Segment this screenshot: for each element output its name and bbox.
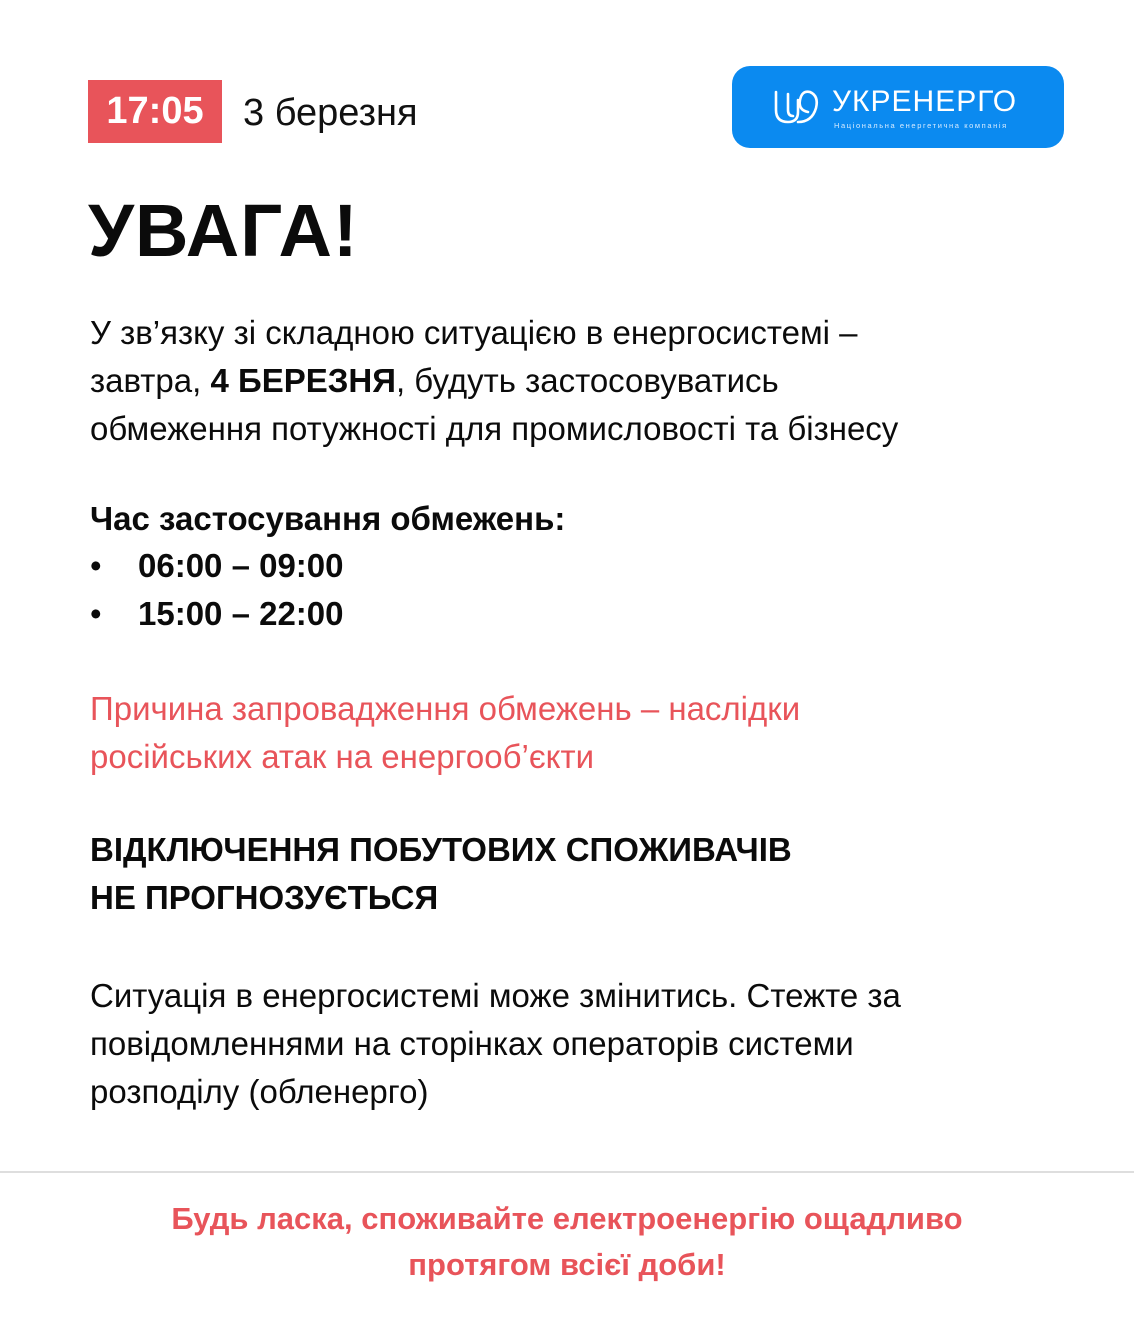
intro-line-2-post: , будуть застосовуватись (395, 362, 779, 399)
divider (0, 1171, 1134, 1173)
situation-line-1: Ситуація в енергосистемі може змінитись. Стежте за (90, 977, 901, 1014)
intro-line-3: обмеження потужності для промисловості та бізнесу (90, 410, 899, 447)
reason-text (90, 685, 1090, 781)
households-line-1: ВІДКЛЮЧЕННЯ ПОБУТОВИХ СПОЖИВАЧІВ (90, 831, 792, 868)
schedule-item (90, 590, 344, 638)
schedule-time: 06:00 – 09:00 (138, 547, 344, 584)
situation-line-3: розподілу (обленерго) (90, 1073, 429, 1110)
footer-appeal (0, 1196, 1134, 1288)
intro-line-2 (90, 357, 1090, 405)
bullet-icon: • (90, 547, 102, 584)
headline: УВАГА! (88, 189, 359, 272)
schedule-time: 15:00 – 22:00 (138, 595, 344, 632)
bullet-icon: • (90, 595, 102, 632)
ukrenergo-mark-icon (772, 86, 824, 128)
intro-line-1: У зв’язку зі складною ситуацією в енергосистемі – (90, 314, 858, 351)
logo-tagline: Національна енергетична компанія (834, 121, 1008, 130)
time-badge: 17:05 (88, 80, 222, 143)
logo-name: УКРЕНЕРГО (832, 85, 1018, 118)
schedule-title: Час застосування обмежень: (90, 500, 566, 537)
situation-paragraph (90, 972, 1090, 1116)
reason-line-1: Причина запровадження обмежень – наслідки (90, 690, 801, 727)
schedule-list (90, 542, 344, 638)
footer-line-2: протягом всієї доби! (408, 1247, 726, 1282)
date-label: 3 березня (243, 92, 418, 134)
footer-line-1: Будь ласка, споживайте електроенергію ощадливо (171, 1201, 963, 1236)
households-notice (90, 826, 1090, 922)
intro-paragraph (90, 309, 1090, 453)
intro-date-bold: 4 БЕРЕЗНЯ (210, 362, 396, 399)
intro-line-2-pre: завтра, (90, 362, 211, 399)
reason-line-2: російських атак на енергооб’єкти (90, 738, 595, 775)
ukrenergo-logo (732, 66, 1064, 148)
situation-line-2: повідомленнями на сторінках операторів системи (90, 1025, 854, 1062)
schedule-item (90, 542, 344, 590)
households-line-2: НЕ ПРОГНОЗУЄТЬСЯ (90, 879, 439, 916)
